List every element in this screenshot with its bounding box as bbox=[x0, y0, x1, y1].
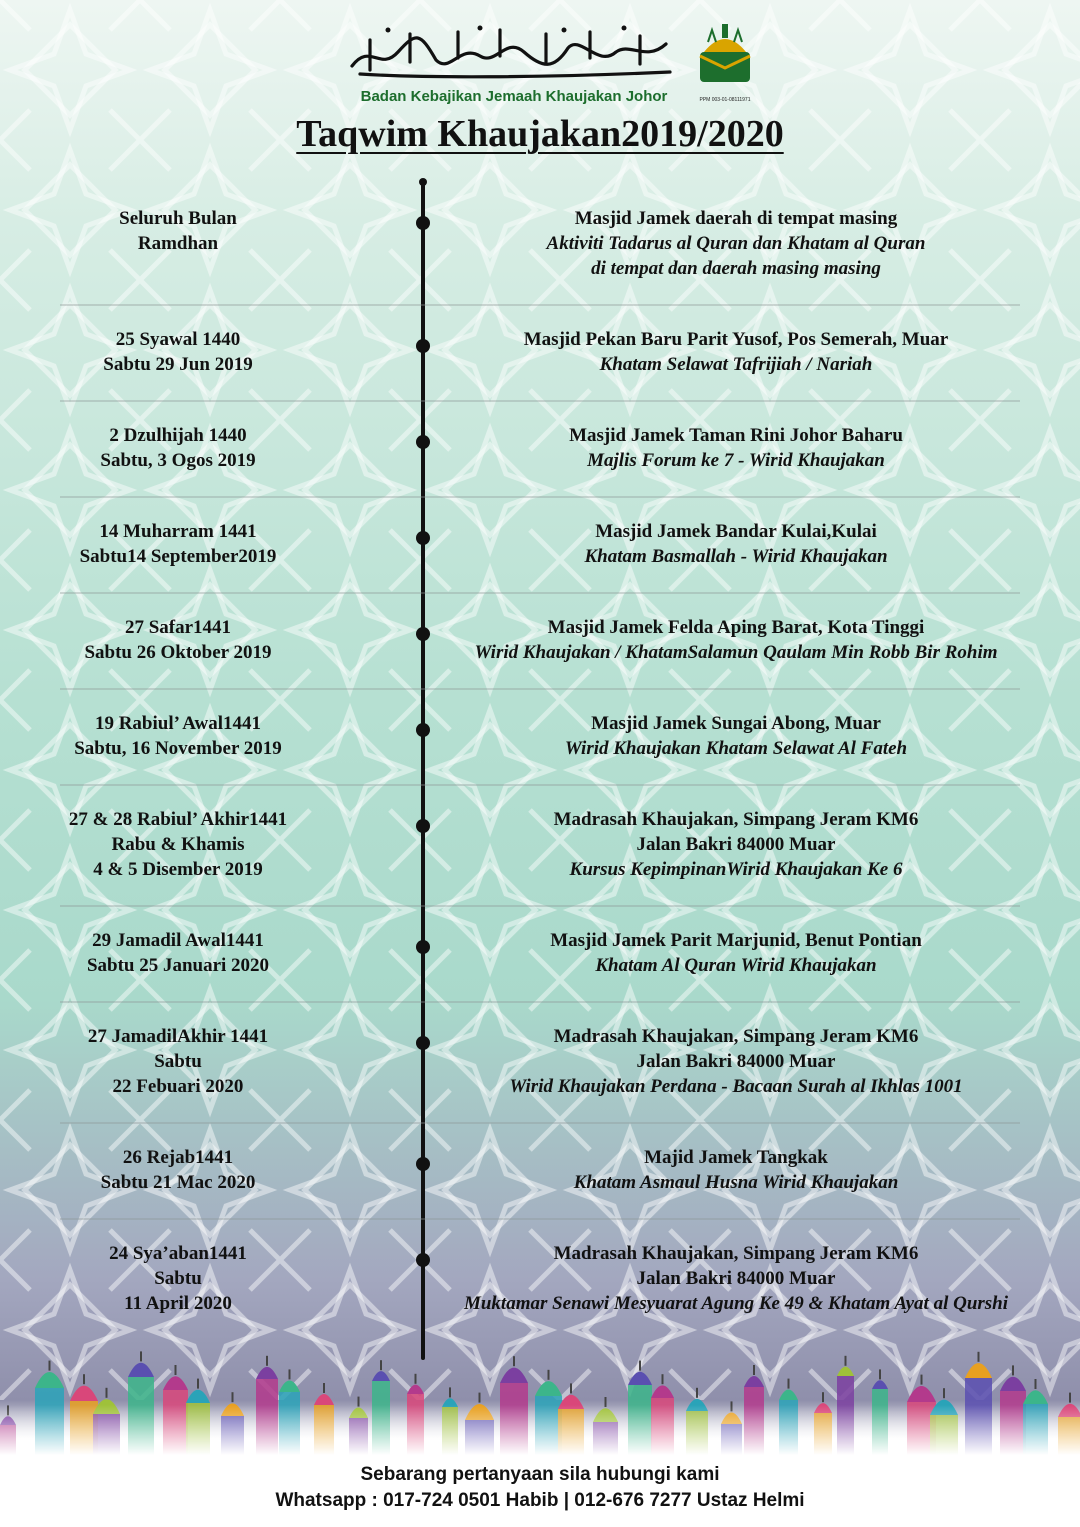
event-date-line: Sabtu 29 Jun 2019 bbox=[103, 354, 253, 375]
organization-name: Badan Kebajikan Jemaah Khaujakan Johor bbox=[360, 88, 668, 105]
event-date-line: 27 & 28 Rabiul’ Akhir1441 bbox=[68, 809, 288, 830]
event-date bbox=[40, 711, 316, 761]
event-activity: Majlis Forum ke 7 - Wirid Khaujakan bbox=[587, 450, 885, 471]
event-date-line: Rabu & Khamis bbox=[111, 834, 245, 855]
event-date-line: Sabtu14 September2019 bbox=[79, 546, 277, 567]
entry-divider bbox=[60, 688, 1020, 690]
timeline-dot bbox=[416, 531, 430, 545]
event-date-line: 26 Rejab1441 bbox=[122, 1147, 234, 1168]
event-venue: Jalan Bakri 84000 Muar bbox=[636, 1051, 836, 1072]
event-details bbox=[446, 1145, 1026, 1195]
event-activity: Khatam Al Quran Wirid Khaujakan bbox=[595, 955, 877, 976]
event-venue: Masjid Jamek Felda Aping Barat, Kota Tinggi bbox=[547, 617, 925, 638]
event-date bbox=[40, 807, 316, 882]
event-date-line: 2 Dzulhijah 1440 bbox=[109, 425, 247, 446]
event-venue: Masjid Jamek Bandar Kulai,Kulai bbox=[595, 521, 877, 542]
event-date-line: Sabtu 26 Oktober 2019 bbox=[84, 642, 272, 663]
event-venue: Masjid Jamek daerah di tempat masing bbox=[574, 208, 898, 229]
event-activity: Khatam Selawat Tafrijiah / Nariah bbox=[599, 354, 873, 375]
event-details bbox=[446, 1241, 1026, 1316]
event-venue: Masjid Jamek Sungai Abong, Muar bbox=[591, 713, 881, 734]
event-date bbox=[40, 206, 316, 256]
entry-divider bbox=[60, 304, 1020, 306]
event-details bbox=[446, 807, 1026, 882]
event-details bbox=[446, 615, 1026, 665]
event-venue: Jalan Bakri 84000 Muar bbox=[636, 1268, 836, 1289]
event-venue: Masjid Jamek Parit Marjunid, Benut Pontian bbox=[550, 930, 922, 951]
event-date-line: 25 Syawal 1440 bbox=[115, 329, 241, 350]
event-details bbox=[446, 423, 1026, 473]
event-details bbox=[446, 206, 1026, 281]
entry-divider bbox=[60, 1001, 1020, 1003]
entry-divider bbox=[60, 496, 1020, 498]
timeline-dot bbox=[416, 1253, 430, 1267]
event-activity: di tempat dan daerah masing masing bbox=[591, 258, 881, 279]
event-date-line: Sabtu bbox=[154, 1051, 202, 1072]
footer-contact: Whatsapp : 017-724 0501 Habib | 012-676 7277 Ustaz Helmi bbox=[275, 1490, 805, 1511]
event-venue: Masjid Pekan Baru Parit Yusof, Pos Semerah, Muar bbox=[523, 329, 949, 350]
event-date bbox=[40, 928, 316, 978]
event-date-line: 29 Jamadil Awal1441 bbox=[92, 930, 264, 951]
event-date-line: 22 Febuari 2020 bbox=[112, 1076, 244, 1097]
event-details bbox=[446, 519, 1026, 569]
event-date-line: 11 April 2020 bbox=[124, 1293, 232, 1314]
registration-number: PPM 003-01-08111971 bbox=[699, 97, 751, 103]
event-date-line: 27 Safar1441 bbox=[124, 617, 232, 638]
timeline-dot bbox=[416, 1157, 430, 1171]
event-date-line: Seluruh Bulan bbox=[119, 208, 237, 229]
event-activity: Khatam Basmallah - Wirid Khaujakan bbox=[584, 546, 888, 567]
event-activity: Wirid Khaujakan / KhatamSalamun Qaulam Min Robb Bir Rohim bbox=[474, 642, 998, 663]
header bbox=[0, 14, 1080, 104]
event-date bbox=[40, 1024, 316, 1099]
event-venue: Madrasah Khaujakan, Simpang Jeram KM6 bbox=[553, 1243, 919, 1264]
event-details bbox=[446, 711, 1026, 761]
event-date-line: Sabtu, 3 Ogos 2019 bbox=[100, 450, 256, 471]
event-date-line: 14 Muharram 1441 bbox=[99, 521, 257, 542]
entry-divider bbox=[60, 784, 1020, 786]
event-date-line: Sabtu 25 Januari 2020 bbox=[86, 955, 270, 976]
timeline-dot bbox=[416, 339, 430, 353]
event-venue: Majid Jamek Tangkak bbox=[644, 1147, 828, 1168]
event-date bbox=[40, 519, 316, 569]
event-date-line: 27 JamadilAkhir 1441 bbox=[87, 1026, 269, 1047]
event-activity: Muktamar Senawi Mesyuarat Agung Ke 49 & Khatam Ayat al Qurshi bbox=[463, 1293, 1009, 1314]
calligraphy-logo bbox=[340, 22, 680, 80]
event-details bbox=[446, 327, 1026, 377]
timeline-axis bbox=[421, 180, 425, 1360]
event-date-line: Sabtu, 16 November 2019 bbox=[74, 738, 282, 759]
page-title: Taqwim Khaujakan2019/2020 bbox=[296, 113, 784, 155]
event-activity: Wirid Khaujakan Khatam Selawat Al Fateh bbox=[564, 738, 908, 759]
timeline-dot bbox=[416, 1036, 430, 1050]
timeline-dot bbox=[416, 627, 430, 641]
event-activity: Aktiviti Tadarus al Quran dan Khatam al Quran bbox=[546, 233, 926, 254]
event-details bbox=[446, 1024, 1026, 1099]
timeline-dot bbox=[416, 819, 430, 833]
event-activity: Khatam Asmaul Husna Wirid Khaujakan bbox=[573, 1172, 899, 1193]
event-date-line: 19 Rabiul’ Awal1441 bbox=[94, 713, 262, 734]
event-date bbox=[40, 327, 316, 377]
entry-divider bbox=[60, 1218, 1020, 1220]
event-date bbox=[40, 1145, 316, 1195]
entry-divider bbox=[60, 1122, 1020, 1124]
timeline-dot bbox=[416, 435, 430, 449]
mosque-skyline-decoration bbox=[0, 1345, 1080, 1455]
entry-divider bbox=[60, 905, 1020, 907]
event-date-line: 4 & 5 Disember 2019 bbox=[93, 859, 263, 880]
event-date bbox=[40, 1241, 316, 1316]
event-venue: Madrasah Khaujakan, Simpang Jeram KM6 bbox=[553, 1026, 919, 1047]
event-date-line: Sabtu bbox=[154, 1268, 202, 1289]
event-date-line: Sabtu 21 Mac 2020 bbox=[100, 1172, 256, 1193]
entry-divider bbox=[60, 400, 1020, 402]
organization-emblem-icon bbox=[694, 22, 756, 92]
event-venue: Masjid Jamek Taman Rini Johor Baharu bbox=[569, 425, 903, 446]
event-activity: Wirid Khaujakan Perdana - Bacaan Surah al Ikhlas 1001 bbox=[509, 1076, 963, 1097]
event-date bbox=[40, 423, 316, 473]
event-venue: Jalan Bakri 84000 Muar bbox=[636, 834, 836, 855]
footer-question: Sebarang pertanyaan sila hubungi kami bbox=[360, 1464, 720, 1485]
entry-divider bbox=[60, 592, 1020, 594]
timeline-dot bbox=[416, 723, 430, 737]
event-date-line: Ramdhan bbox=[137, 233, 219, 254]
event-date-line: 24 Sya’aban1441 bbox=[109, 1243, 247, 1264]
timeline-dot bbox=[416, 216, 430, 230]
event-venue: Madrasah Khaujakan, Simpang Jeram KM6 bbox=[553, 809, 919, 830]
event-details bbox=[446, 928, 1026, 978]
event-date bbox=[40, 615, 316, 665]
timeline-dot bbox=[416, 940, 430, 954]
event-activity: Kursus KepimpinanWirid Khaujakan Ke 6 bbox=[569, 859, 903, 880]
